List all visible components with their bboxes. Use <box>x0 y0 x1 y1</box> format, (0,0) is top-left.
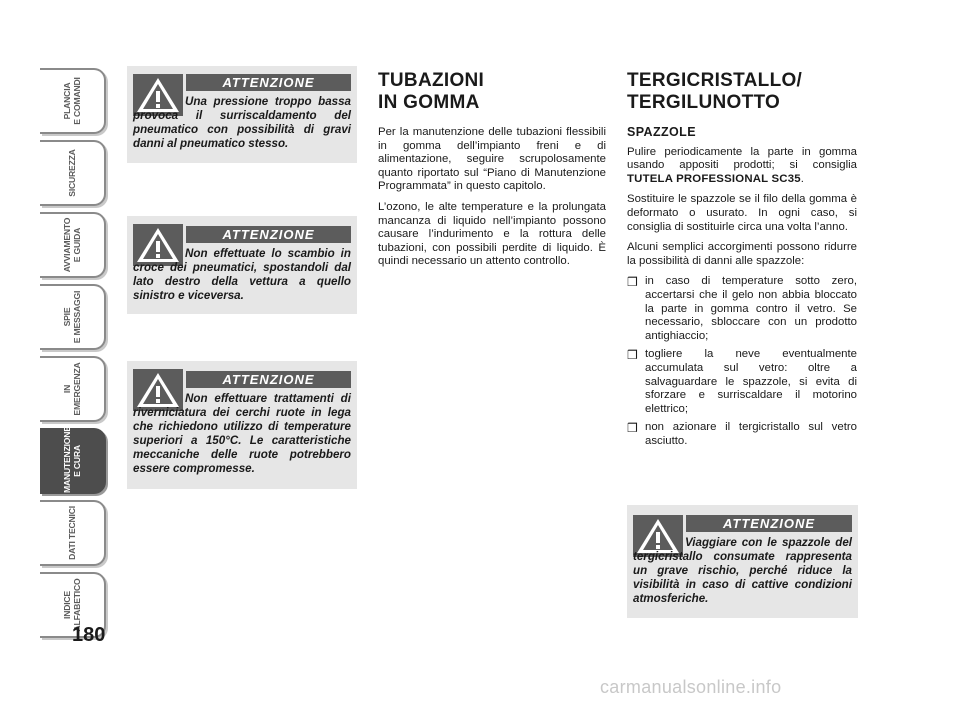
section-title <box>378 70 606 114</box>
warning-text: Viaggiare con le spazzole del tergicristallo consumate rappresenta un grave rischio, perché riduce la visibilità in caso di cattive condizioni atmosferiche. <box>633 536 852 605</box>
product-name: TUTELA PROFESSIONAL SC35 <box>627 172 801 185</box>
paragraph: L’ozono, le alte temperature e la prolungata mancanza di liquido nell’impianto possono causare l’indurimento e la rottura delle tubazioni, con possibili perdite di liquido. È quindi necessario un attento controllo. <box>378 200 606 268</box>
tab-dati-tecnici[interactable] <box>40 500 106 566</box>
section-tubazioni <box>378 70 606 276</box>
checkbox-bullet-icon: ❒ <box>627 421 638 436</box>
list-item: ❒ in caso di temperature sotto zero, accertarsi che il gelo non abbia bloccato la parte in gomma contro il vetro. Se necessario, sbloccare con un prodotto antighiaccio; <box>627 275 857 342</box>
tab-label: DATI TECNICI <box>67 506 77 560</box>
tab-label: AVVIAMENTO E GUIDA <box>62 217 82 273</box>
warning-title: ATTENZIONE <box>186 371 351 388</box>
warning-box <box>127 66 357 163</box>
warning-box <box>627 505 858 618</box>
tab-spie-e-messaggi[interactable] <box>40 284 106 350</box>
list-item: ❒ togliere la neve eventualmente accumulata sul vetro: oltre a salvaguardare le spazzole, si evita di sforzare e surriscaldare il motorino elettrico; <box>627 348 857 415</box>
warning-box <box>127 216 357 314</box>
warning-title: ATTENZIONE <box>686 515 852 532</box>
warning-text: Non effettuare trattamenti di riverniciatura dei cerchi ruote in lega che richiedono utilizzo di temperature superiori a 150°C. Le caratteristiche meccaniche delle ruote potrebbero essere compromesse. <box>133 392 351 475</box>
tab-label: IN EMERGENZA <box>62 362 82 416</box>
tab-label: INDICE ALFABETICO <box>62 578 82 632</box>
tab-in-emergenza[interactable] <box>40 356 106 422</box>
tab-avviamento-e-guida[interactable] <box>40 212 106 278</box>
checkbox-bullet-icon: ❒ <box>627 275 638 290</box>
warning-text: Una pressione troppo bassa provoca il surriscaldamento del pneumatico con possibilità di gravi danni al pneumatico stesso. <box>133 95 351 150</box>
tab-plancia-e-comandi[interactable] <box>40 68 106 134</box>
tab-label: MANUTENZIONE E CURA <box>62 426 82 493</box>
title-line: TERGICRISTALLO/ <box>627 70 803 91</box>
bullet-list <box>627 275 857 448</box>
tab-label: SPIE E MESSAGGI <box>62 290 82 344</box>
warning-title: ATTENZIONE <box>186 226 351 243</box>
title-line: TUBAZIONI <box>378 70 485 91</box>
chapter-tabs <box>40 68 106 644</box>
warning-box <box>127 361 357 489</box>
section-tergicristallo <box>627 70 857 453</box>
paragraph: Alcuni semplici accorgimenti possono ridurre la possibilità di danni alle spazzole: <box>627 241 857 267</box>
paragraph: Per la manutenzione delle tubazioni flessibili in gomma dell’impianto freni e di alimentazione, seguire scrupolosamente quanto riportato sul “Piano di Manutenzione Programmata” in questo capitolo. <box>378 126 606 193</box>
checkbox-bullet-icon: ❒ <box>627 348 638 363</box>
page-number: 180 <box>72 624 106 646</box>
tab-sicurezza[interactable] <box>40 140 106 206</box>
section-title <box>627 70 857 114</box>
warning-text: Non effettuate lo scambio in croce dei pneumatici, spostandoli dal lato destro della vettura a quello sinistro e viceversa. <box>133 247 351 302</box>
title-line: TERGILUNOTTO <box>627 92 781 113</box>
tab-label: PLANCIA E COMANDI <box>62 77 82 125</box>
paragraph: Pulire periodicamente la parte in gomma usando appositi prodotti; si consiglia TUTELA PROFESSIONAL SC35. <box>627 145 857 185</box>
watermark: carmanualsonline.info <box>600 677 782 697</box>
title-line: IN GOMMA <box>378 92 480 113</box>
tab-manutenzione-e-cura[interactable] <box>40 428 106 494</box>
warning-title: ATTENZIONE <box>186 74 351 91</box>
paragraph: Sostituire le spazzole se il filo della gomma è deformato o usurato. In ogni caso, si consiglia di sostituirle circa una volta l’anno. <box>627 193 857 233</box>
list-item: ❒ non azionare il tergicristallo sul vetro asciutto. <box>627 421 857 447</box>
tab-label: SICUREZZA <box>67 149 77 197</box>
subsection-title: SPAZZOLE <box>627 125 696 139</box>
